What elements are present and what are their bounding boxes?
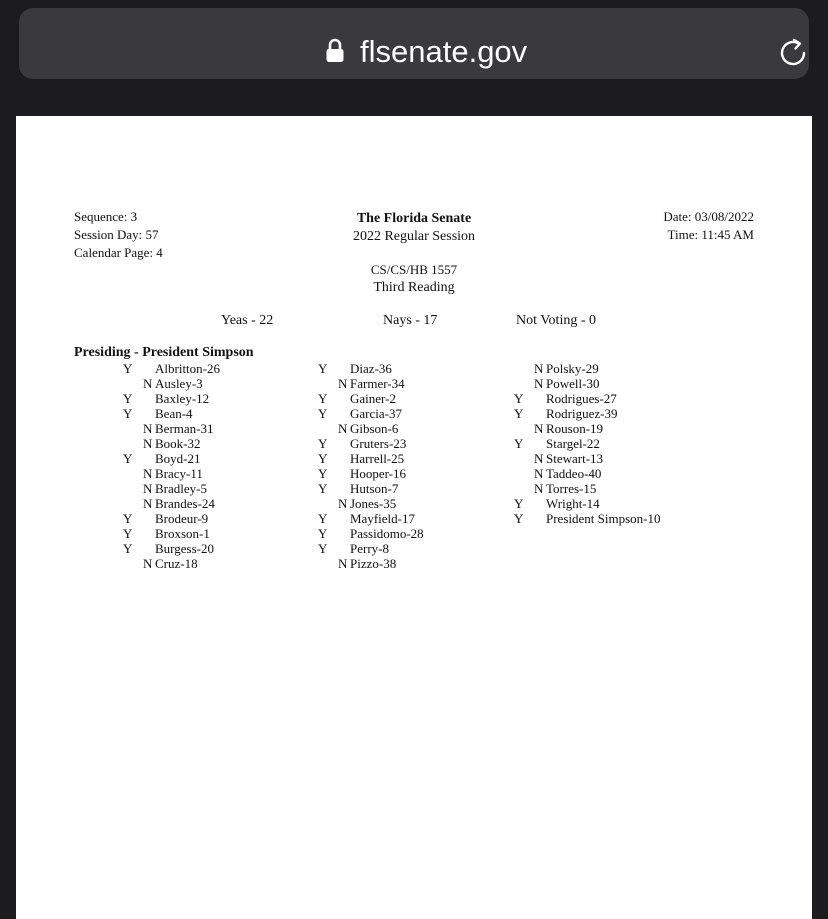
senator-name: Brandes-24 (155, 496, 215, 511)
vote-row (514, 406, 660, 421)
time-label: Time: 11:45 AM (667, 227, 754, 242)
vote-mark: Y (514, 391, 524, 406)
vote-mark: Y (318, 541, 328, 556)
senator-name: Brodeur-9 (155, 511, 209, 526)
senator-name: Polsky-29 (546, 361, 599, 376)
vote-row (318, 406, 424, 421)
senator-name: Stargel-22 (546, 436, 600, 451)
vote-row (123, 511, 220, 526)
vote-mark: Y (514, 436, 524, 451)
reload-icon[interactable] (777, 36, 811, 70)
vote-row (123, 496, 220, 511)
vote-row (318, 511, 424, 526)
vote-mark: Y (514, 496, 524, 511)
vote-mark: N (534, 361, 544, 376)
vote-column-2 (318, 361, 424, 571)
vote-mark: Y (318, 481, 328, 496)
vote-column-3 (514, 361, 660, 526)
vote-mark: Y (123, 361, 133, 376)
presiding-label: Presiding - President Simpson (74, 345, 254, 360)
vote-mark: Y (123, 526, 133, 541)
vote-mark: N (143, 421, 153, 436)
vote-row (514, 511, 660, 526)
vote-mark: N (534, 451, 544, 466)
vote-mark: N (338, 376, 348, 391)
nays-count: Nays - 17 (383, 313, 438, 328)
vote-row (318, 541, 424, 556)
senator-name: Diaz-36 (350, 361, 392, 376)
senator-name: Passidomo-28 (350, 526, 424, 541)
vote-mark: Y (318, 511, 328, 526)
vote-mark: N (534, 466, 544, 481)
senator-name: Garcia-37 (350, 406, 402, 421)
senator-name: Gruters-23 (350, 436, 407, 451)
vote-mark: Y (123, 451, 133, 466)
senator-name: Ausley-3 (155, 376, 203, 391)
vote-mark: N (143, 436, 153, 451)
vote-row (318, 436, 424, 451)
senator-name: Farmer-34 (350, 376, 405, 391)
url-domain[interactable]: flsenate.gov (360, 34, 528, 69)
vote-row (123, 436, 220, 451)
senator-name: Bean-4 (155, 406, 193, 421)
senator-name: Rodrigues-27 (546, 391, 617, 406)
vote-mark: Y (123, 391, 133, 406)
vote-row (514, 451, 660, 466)
senator-name: Stewart-13 (546, 451, 604, 466)
senator-name: Powell-30 (546, 376, 600, 391)
senator-name: Albritton-26 (155, 361, 220, 376)
vote-record-document (16, 116, 812, 919)
vote-row (318, 376, 424, 391)
vote-mark: Y (318, 406, 328, 421)
vote-row (514, 421, 660, 436)
not-voting-count: Not Voting - 0 (516, 313, 596, 328)
vote-row (318, 556, 424, 571)
vote-mark: N (338, 496, 348, 511)
vote-row (514, 481, 660, 496)
vote-mark: Y (318, 436, 328, 451)
senator-name: Cruz-18 (155, 556, 198, 571)
vote-mark: Y (318, 526, 328, 541)
vote-mark: N (143, 496, 153, 511)
calendar-page-label: Calendar Page: 4 (74, 245, 163, 260)
senator-name: Boyd-21 (155, 451, 201, 466)
vote-mark: N (143, 376, 153, 391)
vote-mark: Y (318, 451, 328, 466)
vote-row (123, 526, 220, 541)
senator-name: Rodriguez-39 (546, 406, 618, 421)
senator-name: Hooper-16 (350, 466, 407, 481)
senator-name: Perry-8 (350, 541, 389, 556)
vote-row (123, 376, 220, 391)
vote-mark: N (534, 376, 544, 391)
vote-mark: N (143, 481, 153, 496)
vote-row (514, 466, 660, 481)
vote-mark: N (338, 556, 348, 571)
session-day-label: Session Day: 57 (74, 227, 159, 242)
vote-mark: N (534, 421, 544, 436)
vote-mark: N (338, 421, 348, 436)
vote-column-1 (123, 361, 220, 571)
vote-row (123, 466, 220, 481)
address-bar[interactable] (19, 8, 809, 79)
vote-row (123, 406, 220, 421)
vote-row (123, 556, 220, 571)
reading-label: Third Reading (373, 280, 455, 295)
senator-name: Book-32 (155, 436, 201, 451)
document-title: The Florida Senate (356, 211, 472, 226)
senator-name: Jones-35 (350, 496, 397, 511)
vote-row (514, 361, 660, 376)
senator-name: Broxson-1 (155, 526, 210, 541)
senator-name: Gainer-2 (350, 391, 396, 406)
senator-name: Bracy-11 (155, 466, 203, 481)
senator-name: Mayfield-17 (350, 511, 415, 526)
vote-row (318, 496, 424, 511)
senator-name: Pizzo-38 (350, 556, 397, 571)
senator-name: President Simpson-10 (546, 511, 661, 526)
vote-row (123, 391, 220, 406)
vote-mark: N (143, 556, 153, 571)
yeas-count: Yeas - 22 (221, 313, 274, 328)
vote-row (318, 361, 424, 376)
vote-row (123, 451, 220, 466)
vote-row (514, 436, 660, 451)
senator-name: Wright-14 (546, 496, 600, 511)
vote-row (318, 421, 424, 436)
senator-name: Rouson-19 (546, 421, 604, 436)
vote-row (318, 526, 424, 541)
senator-name: Torres-15 (546, 481, 597, 496)
vote-row (123, 361, 220, 376)
senator-name: Burgess-20 (155, 541, 214, 556)
vote-row (318, 481, 424, 496)
vote-row (123, 421, 220, 436)
senator-name: Berman-31 (155, 421, 214, 436)
browser-top-bar (0, 0, 828, 100)
vote-mark: Y (123, 406, 133, 421)
vote-row (514, 376, 660, 391)
lock-icon (325, 38, 345, 64)
sequence-label: Sequence: 3 (74, 209, 138, 224)
vote-row (318, 451, 424, 466)
vote-mark: Y (318, 391, 328, 406)
vote-mark: Y (514, 511, 524, 526)
vote-mark: N (143, 466, 153, 481)
senator-name: Hutson-7 (350, 481, 399, 496)
senator-name: Taddeo-40 (546, 466, 602, 481)
senator-name: Baxley-12 (155, 391, 210, 406)
vote-mark: Y (123, 511, 133, 526)
vote-mark: Y (318, 466, 328, 481)
vote-row (123, 541, 220, 556)
vote-row (318, 391, 424, 406)
vote-row (514, 391, 660, 406)
vote-mark: Y (318, 361, 328, 376)
pdf-page (16, 116, 812, 919)
vote-mark: Y (514, 406, 524, 421)
bill-number: CS/CS/HB 1557 (370, 262, 458, 277)
vote-row (123, 481, 220, 496)
session-name: 2022 Regular Session (352, 229, 476, 244)
senator-name: Gibson-6 (350, 421, 399, 436)
date-label: Date: 03/08/2022 (663, 209, 754, 224)
senator-name: Harrell-25 (350, 451, 405, 466)
senator-name: Bradley-5 (155, 481, 207, 496)
vote-mark: Y (123, 541, 133, 556)
vote-mark: N (534, 481, 544, 496)
vote-row (318, 466, 424, 481)
vote-row (514, 496, 660, 511)
